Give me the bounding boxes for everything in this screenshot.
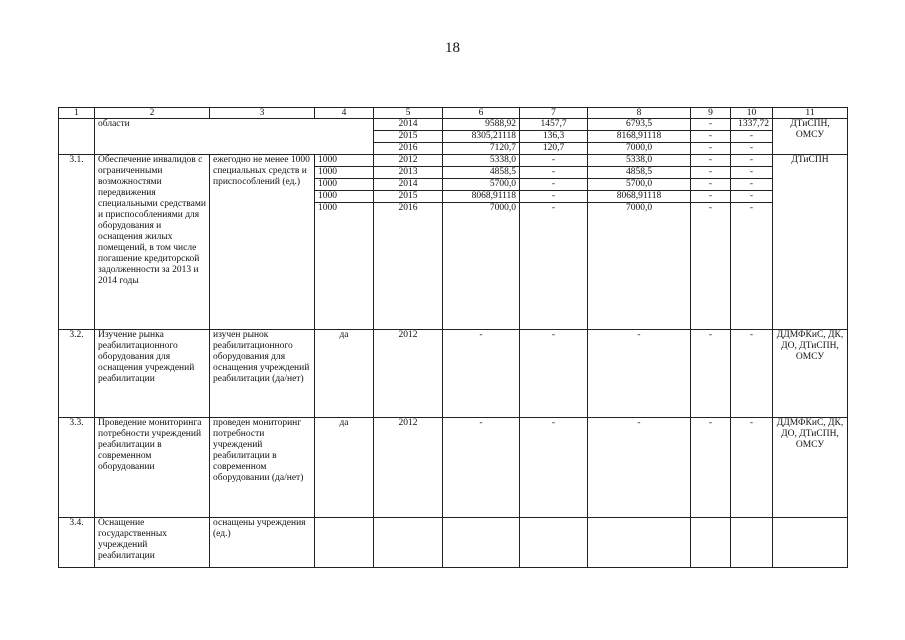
table-row	[59, 155, 848, 167]
item-name-cell: области	[95, 119, 374, 155]
executor-cell: ДДМФКиС, ДК, ДО, ДТиСПН, ОМСУ	[773, 330, 848, 418]
value-cell: -	[520, 203, 588, 330]
column-number: 5	[374, 108, 443, 119]
value-cell: -	[443, 418, 520, 518]
column-number: 4	[315, 108, 374, 119]
value-cell: -	[731, 131, 773, 143]
year-cell: 2012	[374, 330, 443, 418]
table-row	[59, 330, 848, 418]
item-number-cell: 3.2.	[59, 330, 95, 418]
value-cell: 8068,91118	[588, 191, 691, 203]
value-cell: -	[520, 191, 588, 203]
year-cell: 2016	[374, 143, 443, 155]
value-cell: -	[520, 179, 588, 191]
value-cell: -	[731, 155, 773, 167]
value-cell: 8168,91118	[588, 131, 691, 143]
value-cell: 4858,5	[588, 167, 691, 179]
value-cell	[588, 518, 691, 568]
value-cell: 8068,91118	[443, 191, 520, 203]
value-cell: -	[691, 179, 731, 191]
column-number: 11	[773, 108, 848, 119]
executor-cell: ДДМФКиС, ДК, ДО, ДТиСПН, ОМСУ	[773, 418, 848, 518]
program-measures-table	[58, 107, 848, 568]
column-number: 3	[210, 108, 315, 119]
column-number: 9	[691, 108, 731, 119]
value-cell	[520, 518, 588, 568]
item-number-cell	[59, 119, 95, 155]
value-cell: 6793,5	[588, 119, 691, 131]
value-cell: -	[731, 203, 773, 330]
target-value-cell: да	[315, 418, 374, 518]
target-value-cell: 1000	[315, 155, 374, 167]
year-cell	[374, 518, 443, 568]
table-row	[59, 418, 848, 518]
value-cell: -	[520, 330, 588, 418]
item-name-cell: Оснащение государственных учреждений реабилитации	[95, 518, 210, 568]
item-name-cell: Проведение мониторинга потребности учреждений реабилитации в современном оборудовании	[95, 418, 210, 518]
value-cell: -	[520, 155, 588, 167]
target-value-cell: 1000	[315, 179, 374, 191]
target-value-cell: 1000	[315, 203, 374, 330]
value-cell: 136,3	[520, 131, 588, 143]
value-cell: -	[691, 143, 731, 155]
executor-cell: ДТиСПН	[773, 155, 848, 330]
executor-cell: ДТиСПН, ОМСУ	[773, 119, 848, 155]
value-cell: -	[691, 203, 731, 330]
item-name-cell: Изучение рынка реабилитационного оборудования для оснащения учреждений реабилитации	[95, 330, 210, 418]
executor-cell	[773, 518, 848, 568]
value-cell: 1337,72	[731, 119, 773, 131]
value-cell: 7000,0	[588, 143, 691, 155]
value-cell: -	[520, 418, 588, 518]
target-value-cell: 1000	[315, 191, 374, 203]
target-value-cell	[315, 518, 374, 568]
value-cell: -	[731, 418, 773, 518]
value-cell: -	[520, 167, 588, 179]
value-cell: -	[691, 119, 731, 131]
value-cell: 5700,0	[443, 179, 520, 191]
value-cell: -	[691, 155, 731, 167]
value-cell: -	[731, 191, 773, 203]
value-cell: 7000,0	[588, 203, 691, 330]
value-cell: 5700,0	[588, 179, 691, 191]
value-cell: 8305,21118	[443, 131, 520, 143]
indicator-cell: ежегодно не менее 1000 специальных средств и приспособлений (ед.)	[210, 155, 315, 330]
year-cell: 2015	[374, 131, 443, 143]
item-number-cell: 3.1.	[59, 155, 95, 330]
column-number: 1	[59, 108, 95, 119]
value-cell: 5338,0	[588, 155, 691, 167]
value-cell: -	[443, 330, 520, 418]
column-number: 8	[588, 108, 691, 119]
value-cell	[731, 518, 773, 568]
value-cell: 4858,5	[443, 167, 520, 179]
indicator-cell: изучен рынок реабилитационного оборудования для оснащения учреждений реабилитации (да/нет)	[210, 330, 315, 418]
column-number: 2	[95, 108, 210, 119]
value-cell: 7000,0	[443, 203, 520, 330]
value-cell	[443, 518, 520, 568]
item-number-cell: 3.3.	[59, 418, 95, 518]
year-cell: 2014	[374, 119, 443, 131]
value-cell: -	[731, 167, 773, 179]
item-name-cell: Обеспечение инвалидов с ограниченными возможностями передвижения специальными средствами и приспособлениями для оборудования и оснащения жилых помещений, в том числе погашение кредиторской задолженности за 2013 и 2014 годы	[95, 155, 210, 330]
value-cell: -	[731, 330, 773, 418]
value-cell: -	[588, 418, 691, 518]
target-value-cell: 1000	[315, 167, 374, 179]
value-cell: -	[691, 418, 731, 518]
column-number: 6	[443, 108, 520, 119]
page-number: 18	[445, 40, 460, 56]
value-cell: -	[691, 191, 731, 203]
year-cell: 2014	[374, 179, 443, 191]
value-cell: 1457,7	[520, 119, 588, 131]
value-cell: 5338,0	[443, 155, 520, 167]
table-row	[59, 518, 848, 568]
column-number: 10	[731, 108, 773, 119]
column-number: 7	[520, 108, 588, 119]
column-number-row	[59, 108, 848, 119]
value-cell: -	[588, 330, 691, 418]
value-cell: 120,7	[520, 143, 588, 155]
year-cell: 2012	[374, 155, 443, 167]
value-cell: 9588,92	[443, 119, 520, 131]
value-cell: 7120,7	[443, 143, 520, 155]
value-cell: -	[691, 330, 731, 418]
year-cell: 2015	[374, 191, 443, 203]
value-cell: -	[731, 179, 773, 191]
indicator-cell: оснащены учреждения (ед.)	[210, 518, 315, 568]
table-row	[59, 119, 848, 131]
year-cell: 2013	[374, 167, 443, 179]
year-cell: 2012	[374, 418, 443, 518]
target-value-cell: да	[315, 330, 374, 418]
value-cell: -	[731, 143, 773, 155]
value-cell: -	[691, 167, 731, 179]
year-cell: 2016	[374, 203, 443, 330]
indicator-cell: проведен мониторинг потребности учреждений реабилитации в современном оборудовании (да/нет)	[210, 418, 315, 518]
value-cell: -	[691, 131, 731, 143]
value-cell	[691, 518, 731, 568]
item-number-cell: 3.4.	[59, 518, 95, 568]
